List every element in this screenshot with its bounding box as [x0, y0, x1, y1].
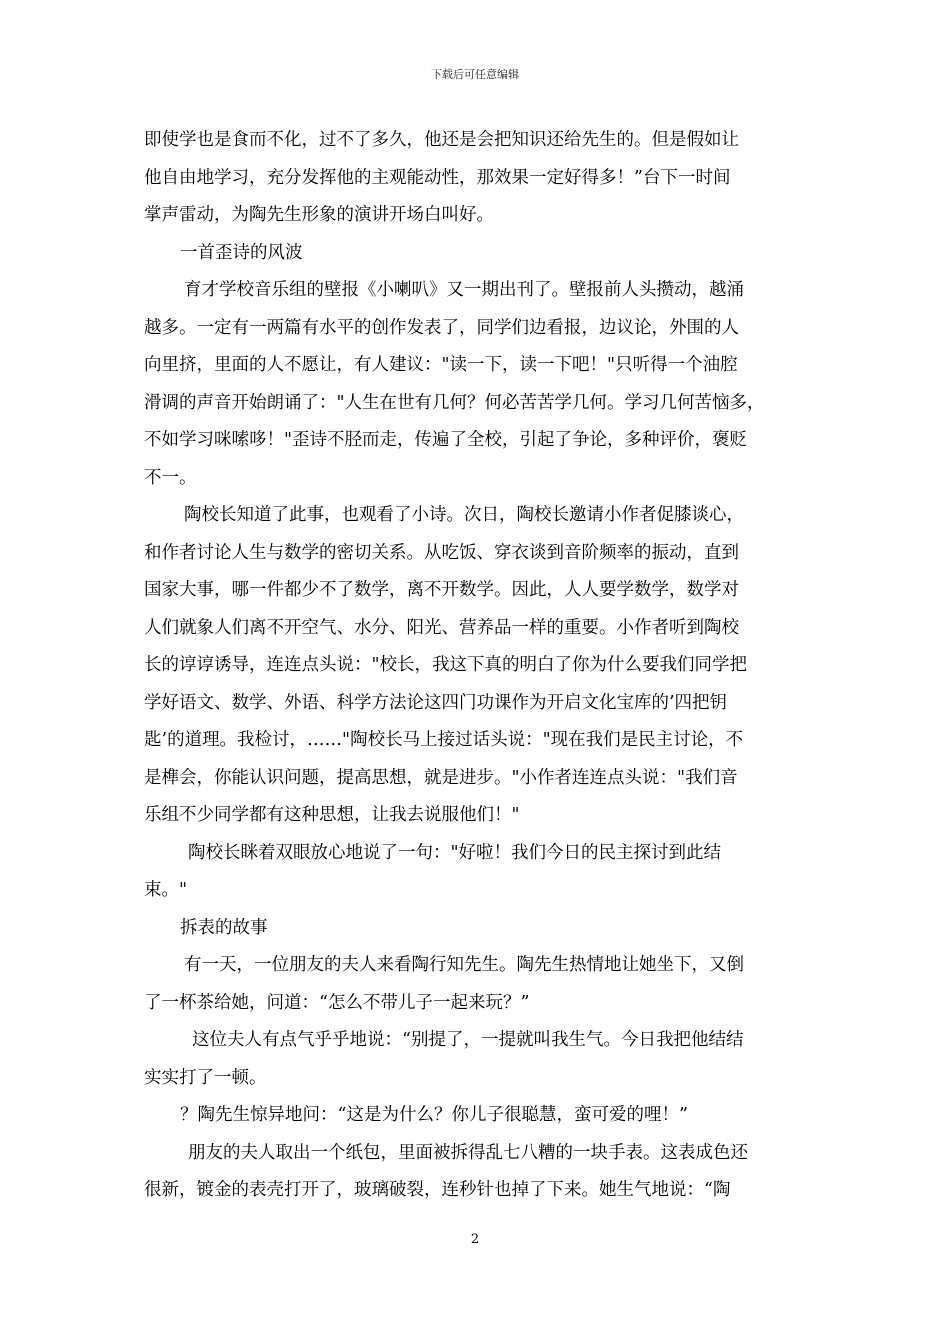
body-line: 向里挤，里面的人不愿让，有人建议："读一下，读一下吧！"只听得一个油腔	[144, 355, 738, 375]
body-line: 朋友的夫人取出一个纸包，里面被拆得乱七八糟的一块手表。这表成色还	[188, 1142, 748, 1163]
body-line: 这位夫人有点气乎乎地说：“别提了，一提就叫我生气。今日我把他结结	[192, 1030, 744, 1050]
body-line: 国家大事，哪一件都少不了数学，离不开数学。因此，人人要学数学，数学对	[144, 580, 739, 600]
section-heading: 一首歪诗的风波	[180, 242, 303, 263]
body-line: 学好语文、数学、外语、科学方法论这四门功课作为开启文化宝库的’四把钥	[144, 692, 728, 713]
section-heading: 拆表的故事	[180, 917, 268, 938]
body-line: 人们就象人们离不开空气、水分、阳光、营养品一样的重要。小作者听到陶校	[144, 617, 739, 638]
body-line: 越多。一定有一两篇有水平的创作发表了，同学们边看报，边议论，外围的人	[144, 317, 739, 338]
page-header: 下载后可任意编辑	[431, 68, 519, 81]
body-line: 滑调的声音开始朗诵了："人生在世有几何？何必苦苦学几何。学习几何苦恼多，	[144, 392, 765, 413]
body-line: 他自由地学习，充分发挥他的主观能动性，那效果一定好得多！”台下一时间	[144, 167, 731, 188]
body-line: 乐组不少同学都有这种思想，让我去说服他们！"	[144, 805, 520, 825]
body-line: 是榫会，你能认识问题，提高思想，就是进步。"小作者连连点头说："我们音	[144, 767, 738, 788]
page-number: 2	[470, 1232, 480, 1247]
body-line: 长的谆谆诱导，连连点头说："校长，我这下真的明白了你为什么要我们同学把	[144, 655, 748, 675]
body-line: 很新，镀金的表壳打开了，玻璃破裂，连秒针也掉了下来。她生气地说：“陶	[144, 1180, 731, 1200]
body-line: 和作者讨论人生与数学的密切关系。从吃饭、穿衣谈到音阶频率的振动，直到	[144, 542, 739, 563]
body-line: 实实打了一顿。	[144, 1067, 267, 1088]
body-line: 育才学校音乐组的壁报《小喇叭》又一期出刊了。壁报前人头攒动，越涌	[184, 280, 744, 300]
body-line: 陶校长知道了此事，也观看了小诗。次日，陶校长邀请小作者促膝谈心，	[184, 505, 744, 525]
body-line: 有一天，一位朋友的夫人来看陶行知先生。陶先生热情地让她坐下，又倒	[184, 955, 744, 975]
body-line: ？陶先生惊异地问：“这是为什么？你儿子很聪慧，蛮可爱的哩！”	[180, 1105, 688, 1125]
document-body	[144, 122, 814, 1210]
body-line: 即使学也是食而不化，过不了多久，他还是会把知识还给先生的。但是假如让	[144, 130, 739, 150]
body-line: 不一。	[144, 467, 197, 488]
body-line: 掌声雷动，为陶先生形象的演讲开场白叫好。	[144, 205, 494, 225]
body-line: 了一杯茶给她，问道：“怎么不带儿子一起来玩？”	[144, 992, 530, 1013]
body-line: 陶校长眯着双眼放心地说了一句："好啦！我们今日的民主探讨到此结	[188, 842, 722, 863]
body-line: 束。"	[144, 880, 188, 900]
body-line: 不如学习咪嗦哆！"歪诗不胫而走，传遍了全校，引起了争论，多种评价，褒贬	[144, 430, 748, 450]
body-line: 匙’的道理。我检讨，……"陶校长马上接过话头说："现在我们是民主讨论，不	[144, 730, 744, 750]
